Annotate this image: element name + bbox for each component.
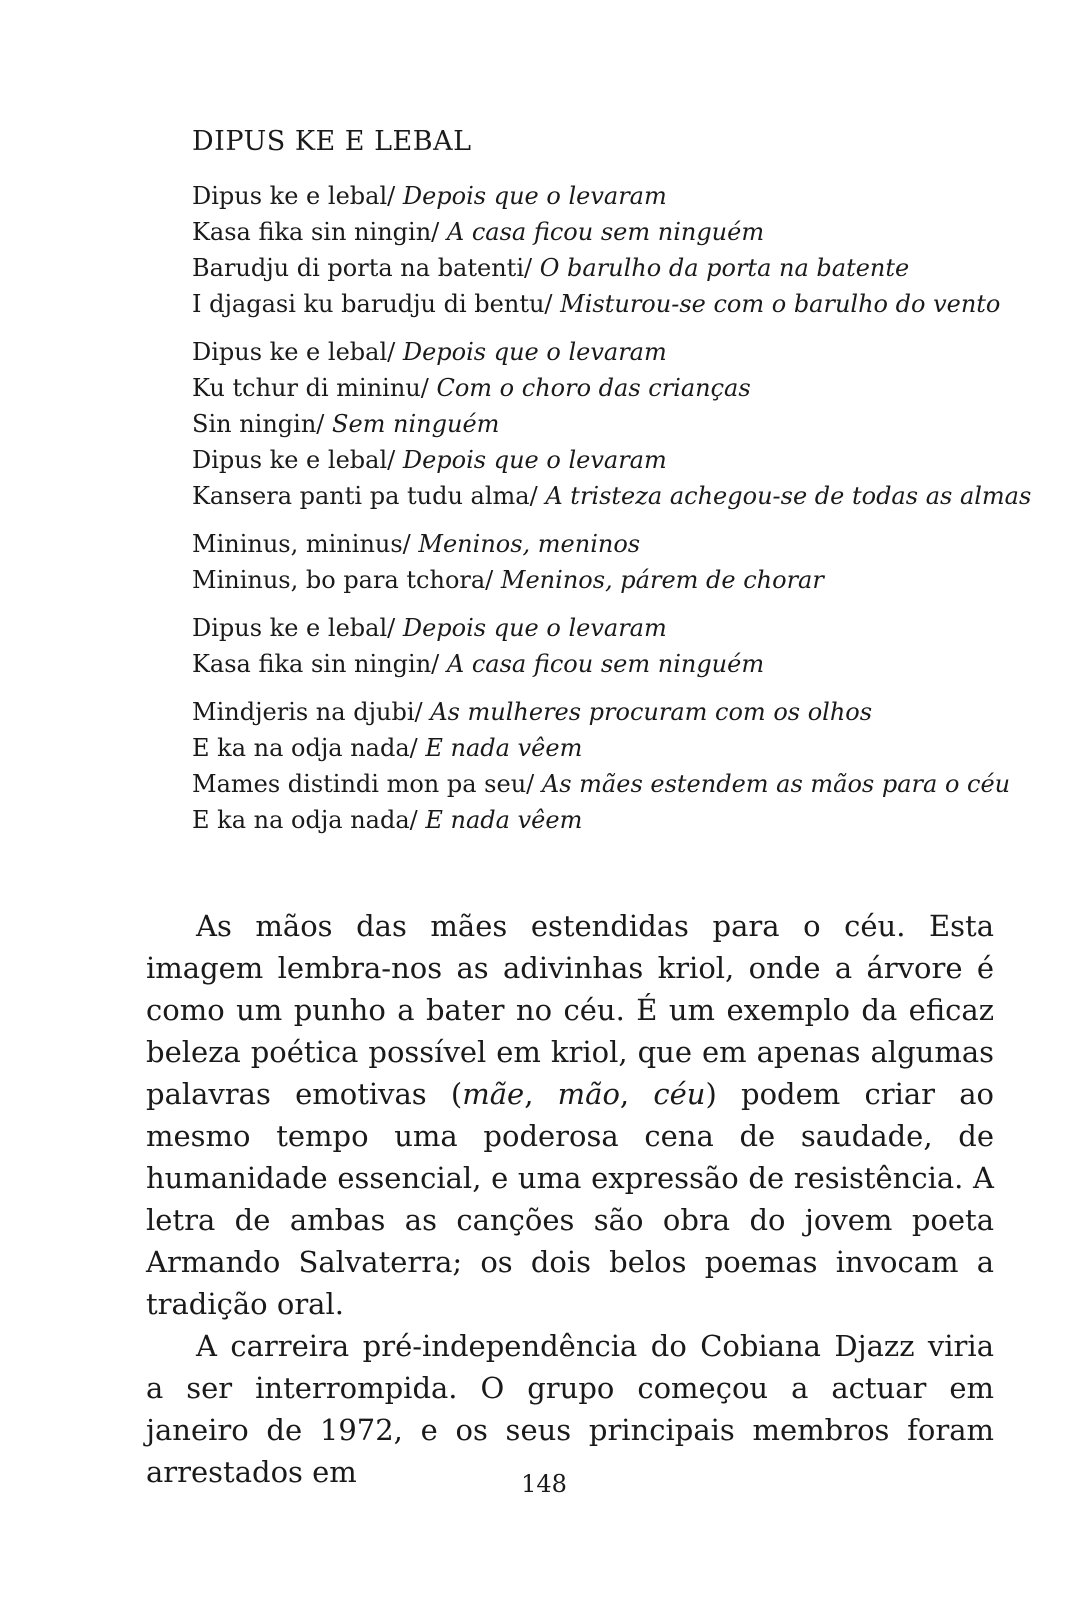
poem <box>192 178 1032 850</box>
poem-title: DIPUS KE E LEBAL <box>192 126 472 157</box>
portuguese-translation: Meninos, párem de chorar <box>500 566 824 594</box>
kriol-text: Ku tchur di mininu/ <box>192 374 429 402</box>
verse-line <box>192 406 1012 442</box>
portuguese-translation: Misturou-se com o barulho do vento <box>560 290 1001 318</box>
kriol-text: Mininus, bo para tchora/ <box>192 566 494 594</box>
emphasis-word: céu <box>653 1077 706 1111</box>
paragraph-text: As mãos das mães estendidas para o céu. Esta imagem lembra-nos as adivinhas kriol, onde a árvore é como um punho a bater no céu. É um exemplo da eficaz beleza poética possível em kriol, que em apenas algumas palavras emotivas ( <box>146 909 994 1111</box>
verse-line <box>192 250 1012 286</box>
verse-line <box>192 442 1012 478</box>
paragraph-text: ) podem criar ao mesmo tempo uma poderosa cena de saudade, de humanidade essencial, e uma expressão de resistência. A letra de ambas as canções são obra do jovem poeta Armando Salvaterra; os dois belos poemas invocam a tradição oral. <box>146 1077 995 1321</box>
kriol-text: E ka na odja nada/ <box>192 806 418 834</box>
kriol-text: Barudju di porta na batenti/ <box>192 254 533 282</box>
verse-line <box>192 370 1012 406</box>
verse-line <box>192 766 1012 802</box>
portuguese-translation: E nada vêem <box>425 734 583 762</box>
body-text <box>146 905 994 1493</box>
portuguese-translation: Meninos, meninos <box>418 530 641 558</box>
stanza <box>192 178 1012 322</box>
verse-line <box>192 562 1012 598</box>
portuguese-translation: Depois que o levaram <box>402 338 667 366</box>
portuguese-translation: A casa ficou sem ninguém <box>446 218 765 246</box>
verse-line <box>192 478 1032 514</box>
separator: , <box>524 1077 558 1111</box>
kriol-text: Mininus, mininus/ <box>192 530 411 558</box>
stanza <box>192 334 1032 514</box>
paragraph: A carreira pré-independência do Cobiana Djazz viria a ser interrompida. O grupo começou a actuar em janeiro de 1972, e os seus principais membros foram arrestados em <box>146 1329 994 1489</box>
kriol-text: Mames distindi mon pa seu/ <box>192 770 535 798</box>
verse-line <box>192 214 1012 250</box>
portuguese-translation: Depois que o levaram <box>402 182 667 210</box>
kriol-text: Kansera panti pa tudu alma/ <box>192 482 538 510</box>
page-number: 148 <box>521 1470 567 1498</box>
portuguese-translation: Depois que o levaram <box>402 614 667 642</box>
verse-line <box>192 334 1012 370</box>
verse-line <box>192 610 1012 646</box>
emphasis-word: mão <box>557 1077 620 1111</box>
portuguese-translation: E nada vêem <box>425 806 583 834</box>
kriol-text: E ka na odja nada/ <box>192 734 418 762</box>
portuguese-translation: Depois que o levaram <box>402 446 667 474</box>
kriol-text: Kasa fika sin ningin/ <box>192 650 440 678</box>
paragraph <box>146 905 994 1325</box>
stanza <box>192 694 1012 838</box>
kriol-text: Dipus ke e lebal/ <box>192 182 396 210</box>
kriol-text: Mindjeris na djubi/ <box>192 698 423 726</box>
verse-line <box>192 730 1012 766</box>
stanza <box>192 610 1012 682</box>
verse-line <box>192 646 1012 682</box>
stanza <box>192 526 1012 598</box>
portuguese-translation: Sem ninguém <box>332 410 500 438</box>
kriol-text: Dipus ke e lebal/ <box>192 446 396 474</box>
portuguese-translation: Com o choro das crianças <box>436 374 751 402</box>
portuguese-translation: O barulho da porta na batente <box>539 254 910 282</box>
verse-line <box>192 178 1012 214</box>
kriol-text: I djagasi ku barudju di bentu/ <box>192 290 553 318</box>
verse-line <box>192 802 1012 838</box>
portuguese-translation: As mulheres procuram com os olhos <box>430 698 873 726</box>
portuguese-translation: As mães estendem as mãos para o céu <box>541 770 1011 798</box>
verse-line <box>192 694 1012 730</box>
verse-line <box>192 526 1012 562</box>
kriol-text: Dipus ke e lebal/ <box>192 614 396 642</box>
portuguese-translation: A casa ficou sem ninguém <box>446 650 765 678</box>
verse-line <box>192 286 1012 322</box>
kriol-text: Sin ningin/ <box>192 410 325 438</box>
separator: , <box>619 1077 654 1111</box>
kriol-text: Kasa fika sin ningin/ <box>192 218 440 246</box>
portuguese-translation: A tristeza achegou-se de todas as almas <box>545 482 1032 510</box>
kriol-text: Dipus ke e lebal/ <box>192 338 396 366</box>
emphasis-word: mãe <box>462 1077 525 1111</box>
